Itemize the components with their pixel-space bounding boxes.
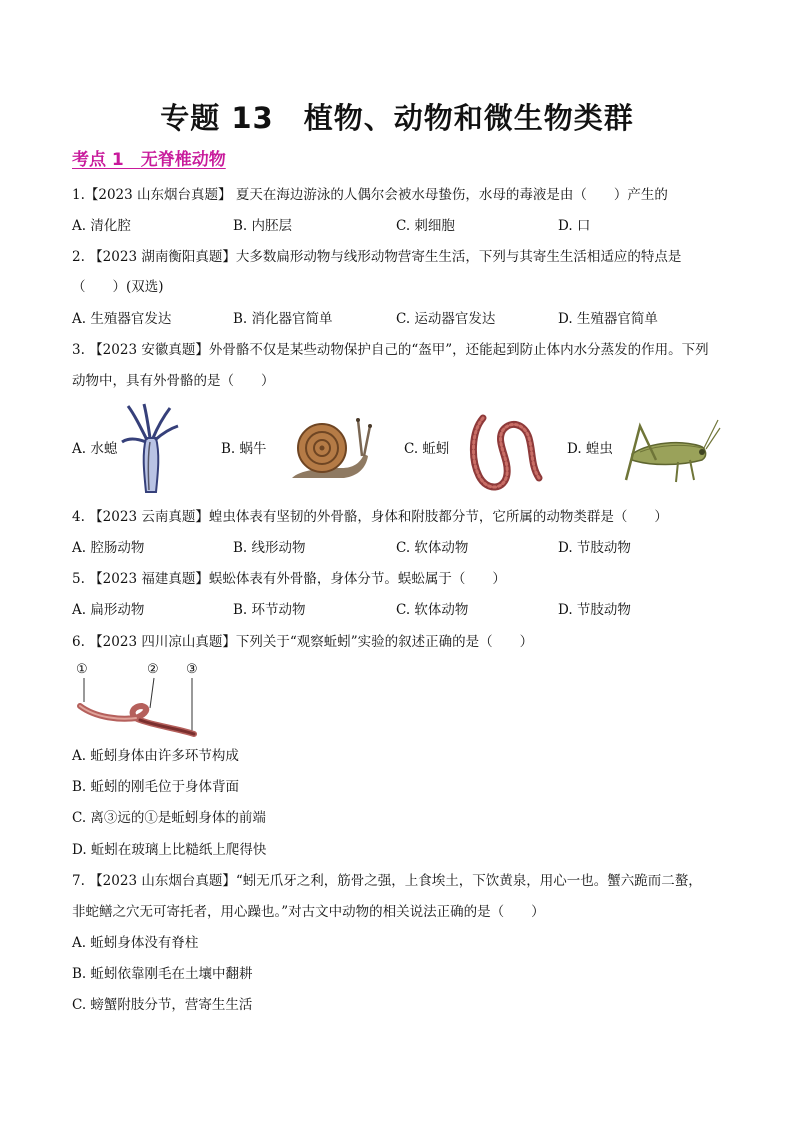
q7-option-c: C. 螃蟹附肢分节，营寄生生活 — [72, 997, 253, 1013]
q6-option-c: C. 离③远的①是蚯蚓身体的前端 — [72, 810, 266, 826]
question-4-stem: 4. 【2023 云南真题】蝗虫体表有坚韧的外骨骼，身体和附肢都分节，它所属的动物类群是（ ） — [72, 509, 668, 525]
earthworm-label-3: ③ — [186, 662, 198, 677]
q2-option-a: A. 生殖器官发达 — [72, 311, 172, 327]
q3-option-d: D. 蝗虫 — [567, 441, 613, 457]
q5-option-b: B. 环节动物 — [233, 602, 306, 618]
q7-option-a: A. 蚯蚓身体没有脊柱 — [72, 935, 199, 951]
earthworm-diagram — [76, 678, 200, 740]
hydra-image — [122, 402, 180, 494]
question-6-stem: 6. 【2023 四川凉山真题】下列关于“观察蚯蚓”实验的叙述正确的是（ ） — [72, 634, 534, 650]
q2-option-b: B. 消化器官简单 — [233, 311, 333, 327]
q1-option-b: B. 内胚层 — [233, 218, 293, 234]
q6-option-d: D. 蚯蚓在玻璃上比糙纸上爬得快 — [72, 842, 267, 858]
q4-option-c: C. 软体动物 — [396, 540, 469, 556]
question-2-stem-cont: （ ）(双选) — [72, 279, 164, 295]
question-7-stem: 7. 【2023 山东烟台真题】“蚓无爪牙之利，筋骨之强，上食埃土，下饮黄泉，用心一也。蟹六跪而二螯， — [72, 873, 702, 889]
q1-option-c: C. 刺细胞 — [396, 218, 455, 234]
q4-option-a: A. 腔肠动物 — [72, 540, 145, 556]
locust-image — [620, 418, 720, 484]
question-3-stem: 3. 【2023 安徽真题】外骨骼不仅是某些动物保护自己的“盔甲”，还能起到防止体内水分蒸发的作用。下列 — [72, 342, 709, 358]
q6-option-b: B. 蚯蚓的刚毛位于身体背面 — [72, 779, 240, 795]
q2-option-c: C. 运动器官发达 — [396, 311, 496, 327]
q4-option-d: D. 节肢动物 — [558, 540, 631, 556]
q3-option-b: B. 蜗牛 — [221, 441, 267, 457]
question-2-stem: 2. 【2023 湖南衡阳真题】大多数扁形动物与线形动物营寄生生活，下列与其寄生生活相适应的特点是 — [72, 249, 682, 265]
section-heading: 考点 1 无脊椎动物 — [72, 150, 226, 170]
earthworm-label-1: ① — [76, 662, 88, 677]
page-title: 专题 13 植物、动物和微生物类群 — [160, 101, 634, 135]
question-1-stem: 1.【2023 山东烟台真题】 夏天在海边游泳的人偶尔会被水母蛰伤，水母的毒液是由（ ）产生的 — [72, 187, 668, 203]
question-5-stem: 5. 【2023 福建真题】蜈蚣体表有外骨骼，身体分节。蜈蚣属于（ ） — [72, 571, 506, 587]
q1-option-a: A. 清化腔 — [72, 218, 131, 234]
q5-option-d: D. 节肢动物 — [558, 602, 631, 618]
q7-option-b: B. 蚯蚓依靠刚毛在土壤中翻耕 — [72, 966, 253, 982]
q2-option-d: D. 生殖器官简单 — [558, 311, 658, 327]
q3-option-c: C. 蚯蚓 — [404, 441, 450, 457]
q5-option-c: C. 软体动物 — [396, 602, 469, 618]
q3-option-a: A. 水螅 — [72, 441, 118, 457]
q1-option-d: D. 口 — [558, 218, 591, 234]
q6-option-a: A. 蚯蚓身体由许多环节构成 — [72, 748, 239, 764]
earthworm-image — [465, 412, 545, 490]
q5-option-a: A. 扁形动物 — [72, 602, 145, 618]
snail-image — [290, 414, 372, 482]
q4-option-b: B. 线形动物 — [233, 540, 306, 556]
question-3-stem-cont: 动物中，具有外骨骼的是（ ） — [72, 373, 275, 389]
question-7-stem-cont: 非蛇鳝之穴无可寄托者，用心躁也。”对古文中动物的相关说法正确的是（ ） — [72, 904, 545, 920]
earthworm-label-2: ② — [147, 662, 159, 677]
